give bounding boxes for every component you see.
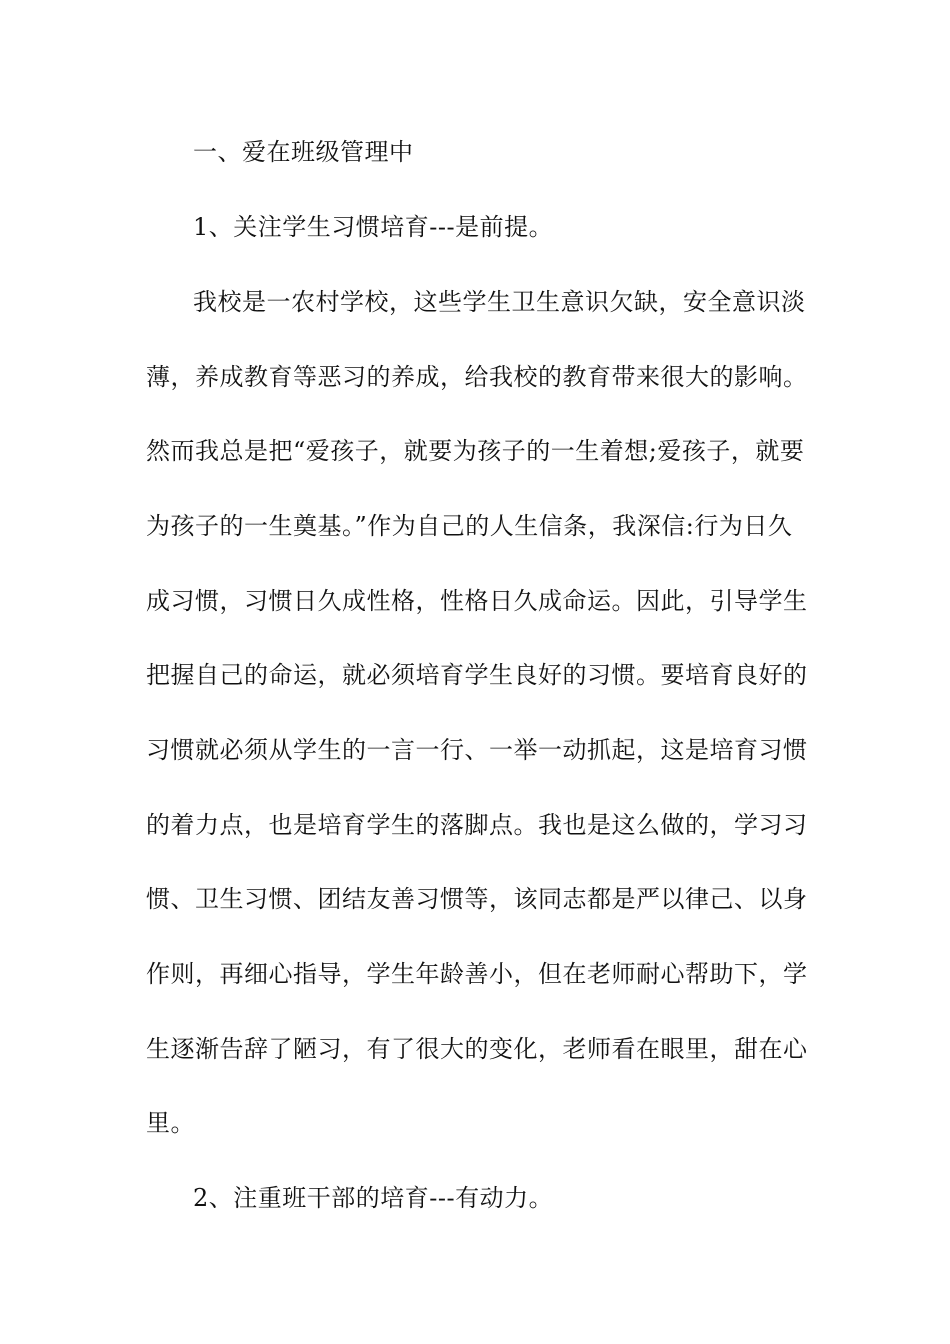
- paragraph-line: 为孩子的一生奠基。”作为自己的人生信条，我深信:行为日久: [146, 512, 793, 540]
- paragraph-line: 然而我总是把“爱孩子，就要为孩子的一生着想;爱孩子，就要: [146, 437, 805, 465]
- paragraph-line: 作则，再细心指导，学生年龄善小，但在老师耐心帮助下，学: [146, 960, 808, 988]
- section-heading: 一、爱在班级管理中: [193, 138, 414, 166]
- paragraph-line: 成习惯，习惯日久成性格，性格日久成命运。因此，引导学生: [146, 587, 808, 615]
- paragraph-line: 里。: [146, 1109, 195, 1137]
- paragraph-line: 薄，养成教育等恶习的养成，给我校的教育带来很大的影响。: [146, 363, 808, 391]
- paragraph-line: 我校是一农村学校，这些学生卫生意识欠缺，安全意识淡: [193, 288, 806, 316]
- subsection-2-title: 2、注重班干部的培育---有动力。: [193, 1184, 554, 1212]
- subsection-1-title: 1、关注学生习惯培育---是前提。: [193, 213, 554, 241]
- paragraph-line: 的着力点，也是培育学生的落脚点。我也是这么做的，学习习: [146, 811, 808, 839]
- paragraph-line: 习惯就必须从学生的一言一行、一举一动抓起，这是培育习惯: [146, 736, 808, 764]
- paragraph-line: 把握自己的命运，就必须培育学生良好的习惯。要培育良好的: [146, 661, 808, 689]
- paragraph-line: 惯、卫生习惯、团结友善习惯等，该同志都是严以律己、以身: [146, 885, 808, 913]
- paragraph-line: 生逐渐告辞了陋习，有了很大的变化，老师看在眼里，甜在心: [146, 1035, 808, 1063]
